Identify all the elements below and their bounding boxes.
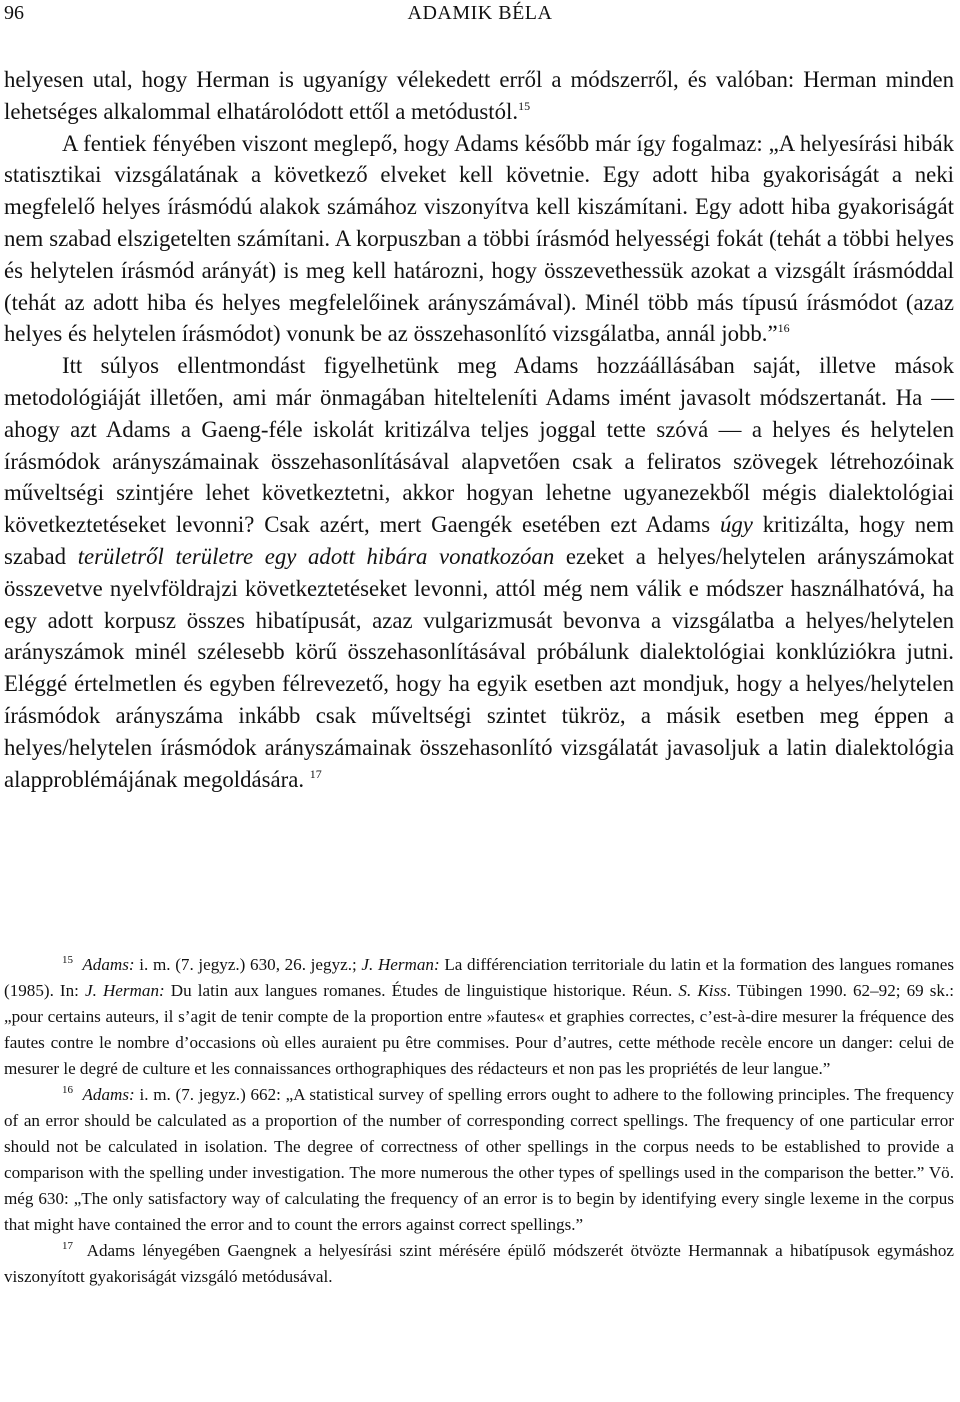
paragraph-2 [4, 128, 954, 351]
main-text [4, 64, 954, 795]
paragraph-3-text-b: kritizálta, hogy nem szabad [4, 512, 954, 569]
paragraph-1 [4, 64, 954, 128]
footnote-15-text-2: La différenciation territoriale du latin et la formation des langues romanes (1985). In: [4, 955, 954, 1000]
running-head: ADAMIK BÉLA [407, 2, 553, 24]
footnote-15-number: 15 [62, 954, 73, 966]
page-number: 96 [4, 2, 24, 24]
footnote-15 [4, 952, 954, 1082]
paragraph-3-italic-1: úgy [719, 512, 753, 538]
paragraph-3-text-c: ezeket a helyes/helytelen arányszámokat összevetve nyelvföldrajzi következtetéseket levonni, attól még nem válik e módszer használhatóvá, ha egy adott korpusz összes hibatípusát, azaz vulgarizmusát bevonva a vizsgálatba a helyes/helytelen arányszámok minél szélesebb körű összehasonlításával próbálunk dialektológiai konklúziókra jutni. Eléggé értelmetlen és egyben félrevezető, hogy ha egyik esetben azt mondjuk, hogy a helyes/helytelen írásmódok arányszáma inkább csak műveltségi szintet tükröz, a másik esetben meg éppen a helyes/helytelen írásmódok arányszámainak összehasonlító vizsgálatát javasoljuk a latin dialektológia alapproblémájának megoldására. [4, 543, 954, 792]
footnotes [4, 952, 954, 1290]
footnote-15-text-4: . Tübingen 1990. 62–92; 69 sk.: „pour certains auteurs, il s’agit de tenir compte de la proportion entre »fautes« et graphies correctes, c’est-à-dire mesurer la fréquence des fautes contre le nombre d’occasions où elles auraient pu être commises. Pour d’autres, cette méthode recèle encore un danger: celui de mesurer le degré de culture et les connaissances orthographiques des rédacteurs et non pas les propriétés de leur langue.” [4, 981, 954, 1078]
page-header [0, 0, 960, 30]
footnote-16-number: 16 [62, 1084, 73, 1096]
footnote-15-author-2: J. Herman: [361, 955, 440, 974]
footnote-ref-15: 15 [518, 98, 531, 113]
paragraph-1-text: helyesen utal, hogy Herman is ugyanígy vélekedett erről a módszerről, és valóban: Herman minden lehetséges alkalommal elhatárolódott ettől a metódustól. [4, 67, 954, 124]
footnote-15-author-3: J. Herman: [85, 981, 165, 1000]
paragraph-3-text-a: Itt súlyos ellentmondást figyelhetünk meg Adams hozzáállásában saját, illetve mások metodológiáját illetően, ami már önmagában hitelteleníti Adams imént javasolt módszertanát. Ha — ahogy azt Adams a Gaeng-féle iskolát kritizálva teljes joggal tette szóvá — a helyes és helytelen írásmódok arányszámainak összehasonlításával alapvetően csak a feliratos szövegek létrehozóinak műveltségi szintjére lehet következtetni, akkor hogyan lehetne ugyanezekből mégis dialektológiai következtetéseket levonni? Csak azért, mert Gaengék esetében ezt Adams [4, 353, 954, 538]
footnote-15-text-3: Du latin aux langues romanes. Études de linguistique historique. Réun. [164, 981, 679, 1000]
footnote-15-author-1: Adams: [82, 955, 135, 974]
footnote-ref-16: 16 [777, 321, 790, 336]
paragraph-3 [4, 350, 954, 795]
footnote-17 [4, 1238, 954, 1290]
paragraph-3-italic-2: területről területre egy adott hibára vonatkozóan [77, 543, 555, 569]
footnote-15-author-4: S. Kiss [678, 981, 727, 1000]
paragraph-2-text: A fentiek fényében viszont meglepő, hogy Adams később már így fogalmaz: „A helyesírási hibák statisztikai vizsgálatának a következő elveket kell követnie. Egy adott hiba gyakoriságát a neki megfelelő helyes írásmódú alakok számához viszonyítva kell kiszámítani. Egy adott hiba gyakoriságát nem szabad elszigetelten számítani. A korpuszban a többi írásmód helyességi fokát (tehát a többi helyes és helytelen írásmód arányát) is meg kell határozni, hogy összevethessük azokat a vizsgált írásmóddal (tehát az adott hiba és helyes megfelelőinek arányszámával). Minél több más típusú írásmódot (azaz helyes és helytelen írásmódot) vonunk be az összehasonlító vizsgálatba, annál jobb.” [4, 130, 954, 347]
footnote-16-text-1: i. m. (7. jegyz.) 662: „A statistical survey of spelling errors ought to adhere to the following principles. The frequency of an error should be calculated as a proportion of the number of corresponding correct spellings. The frequency of one particular error should not be calculated in isolation. The degree of correctness of other spellings in the corpus needs to be established to provide a comparison with the spelling under investigation. The more numerous the other types of spellings used in the comparison the better.” Vö. még 630: „The only satisfactory way of calculating the frequency of an error is to begin by identifying every single lexeme in the corpus that might have contained the error and to count the errors against correct spellings.” [4, 1085, 955, 1234]
footnote-ref-17: 17 [309, 766, 322, 781]
footnote-15-text-1: i. m. (7. jegyz.) 630, 26. jegyz.; [134, 955, 362, 974]
footnote-16-author-1: Adams: [82, 1085, 135, 1104]
footnote-16 [4, 1082, 954, 1238]
footnote-17-text: Adams lényegében Gaengnek a helyesírási szint mérésére épülő módszerét ötvözte Hermannak a hibatípusok egymáshoz viszonyított gyakoriságát vizsgáló metódusával. [4, 1241, 954, 1286]
footnote-17-number: 17 [62, 1240, 73, 1252]
